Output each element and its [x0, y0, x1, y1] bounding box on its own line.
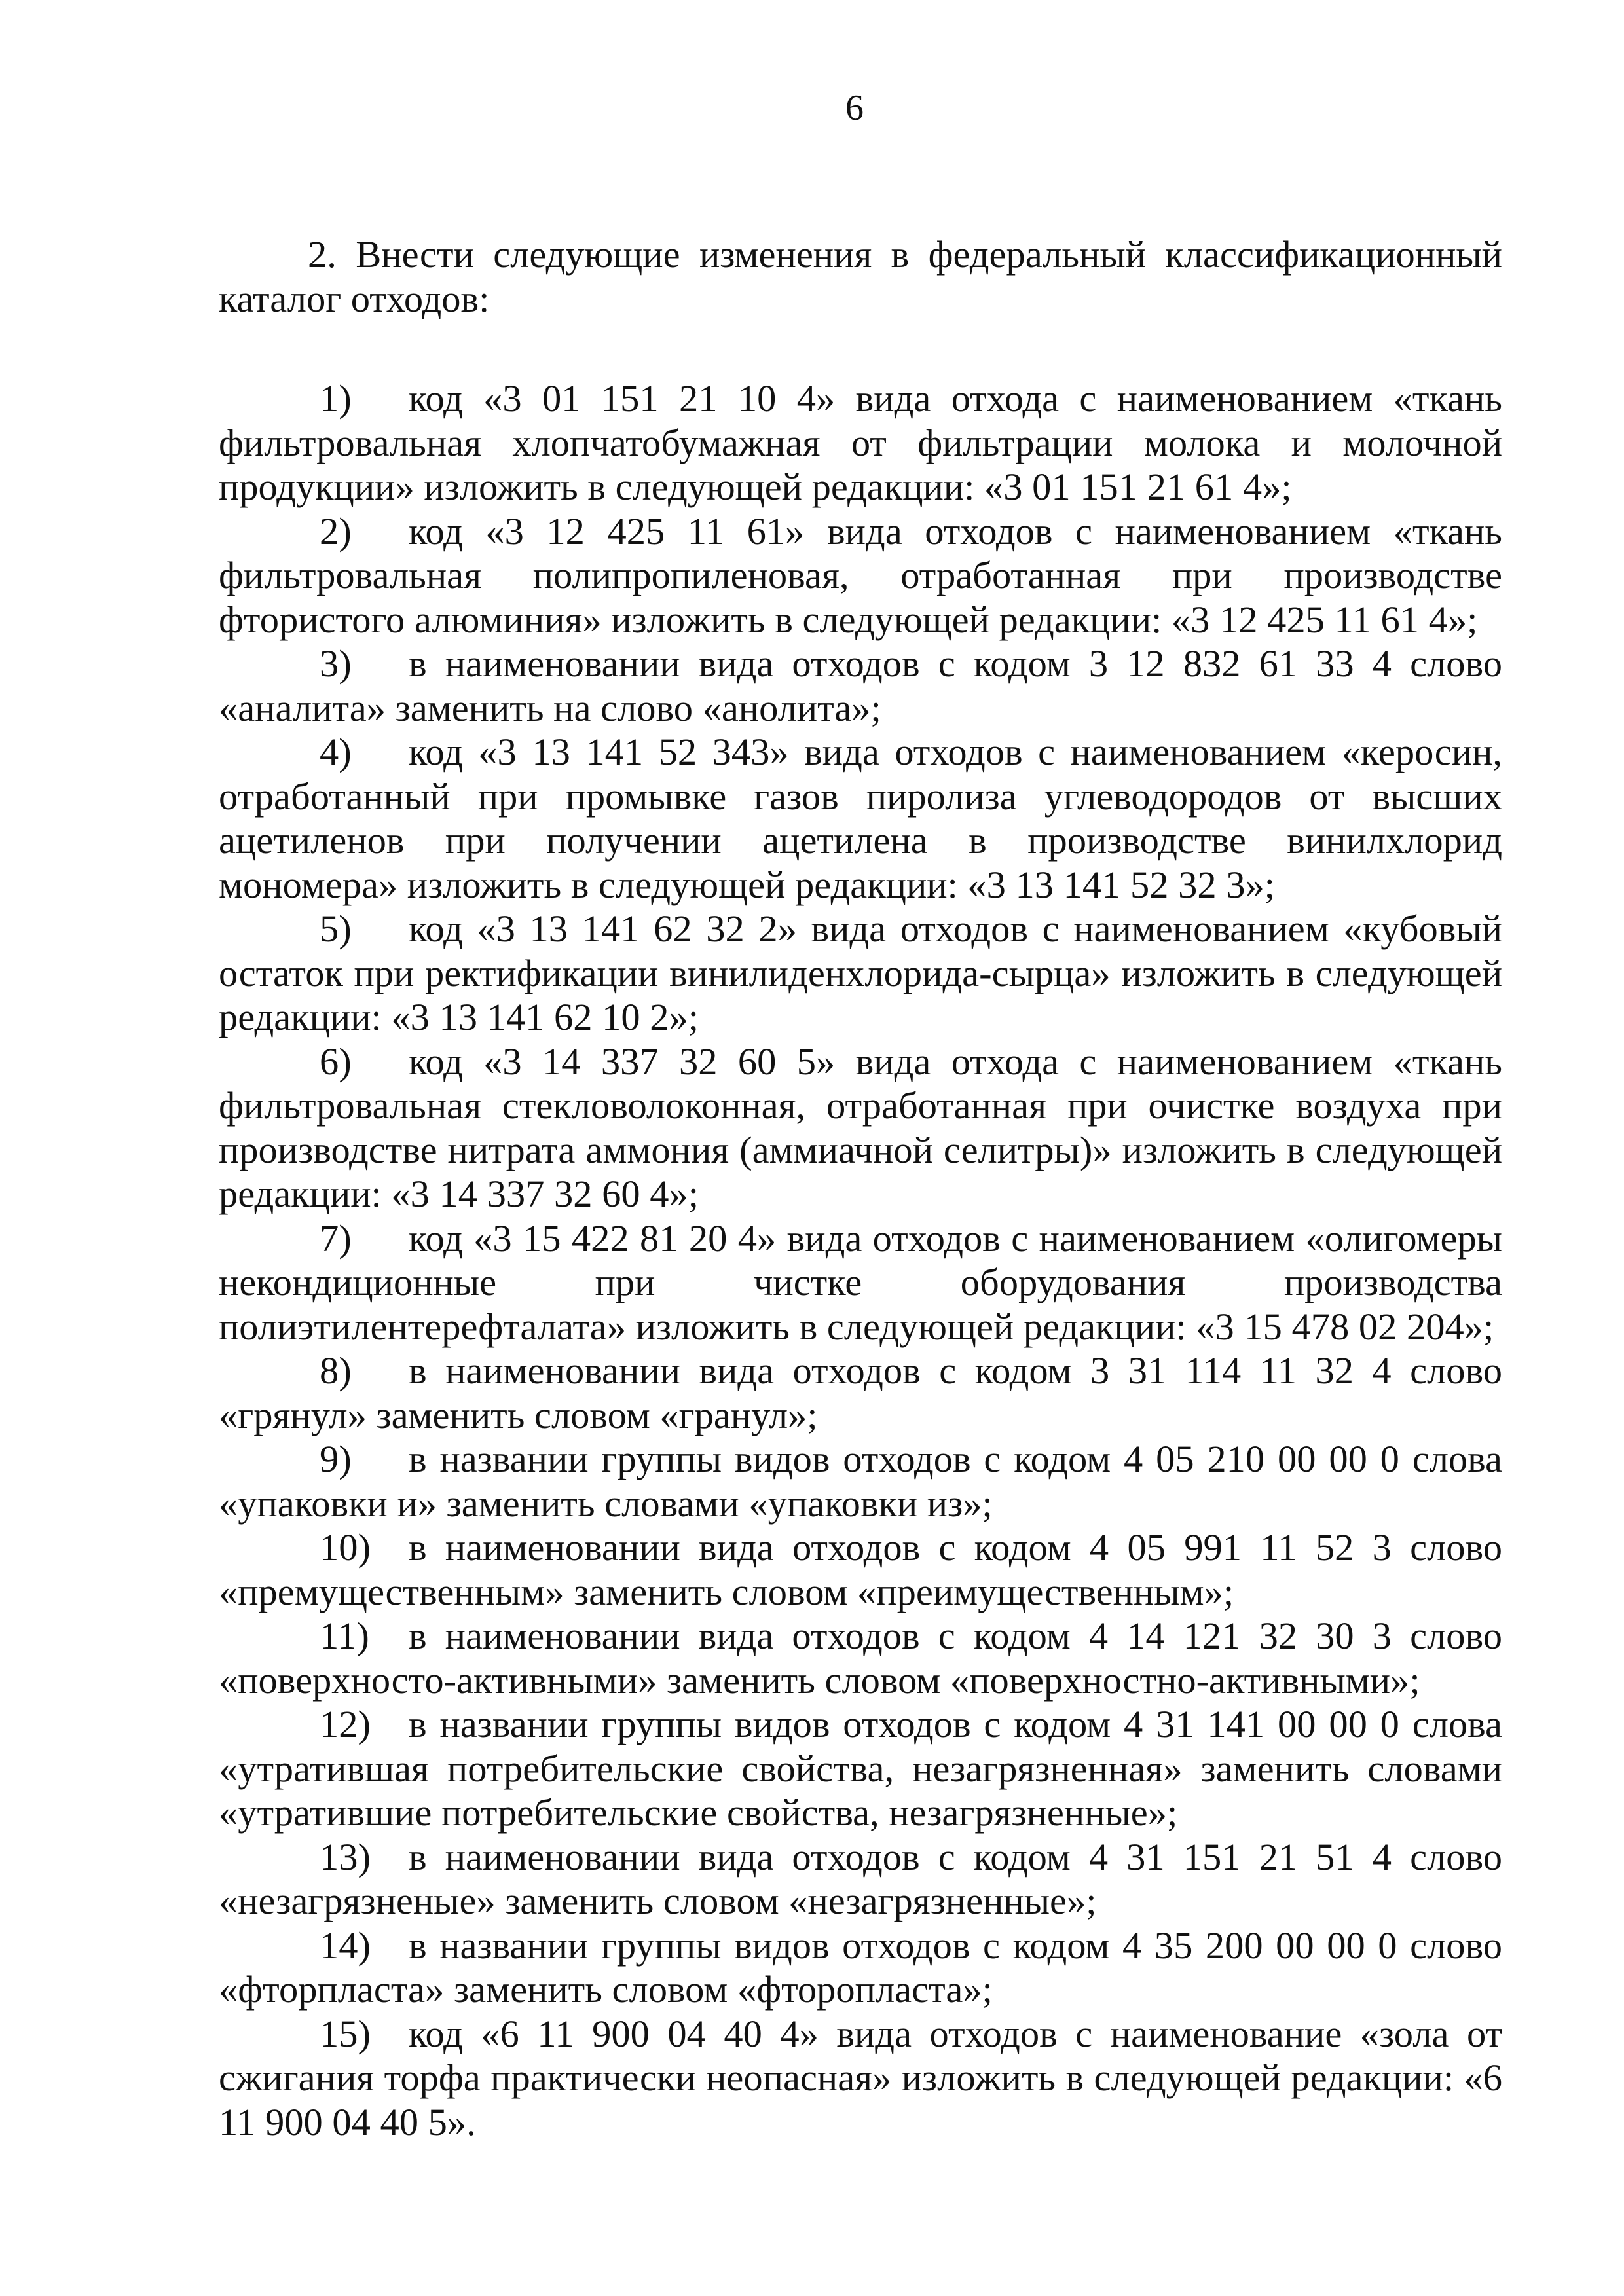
- list-item: [219, 1216, 1502, 1349]
- list-item: [219, 376, 1502, 509]
- amendments-list: [219, 376, 1502, 2144]
- item-number: 13): [320, 1835, 371, 1878]
- item-number: 3): [320, 642, 352, 685]
- item-text: в наименовании вида отходов с кодом 3 31 114 11 32 4 слово «грянул» заменить словом «гранул»;: [219, 1349, 1502, 1436]
- item-text: код «3 13 141 52 343» вида отходов с наименованием «керосин, отработанный при промывке газов пиролиза углеводородов от высших ацетиленов при получении ацетилена в производстве винилхлорид мономера» изложить в следующей редакции: «3 13 141 52 32 3»;: [219, 731, 1502, 906]
- item-number: 8): [320, 1349, 352, 1392]
- list-item: [219, 509, 1502, 642]
- item-text: в наименовании вида отходов с кодом 3 12 832 61 33 4 слово «аналита» заменить на слово «анолита»;: [219, 642, 1502, 729]
- list-item: [219, 1437, 1502, 1525]
- item-text: в названии группы видов отходов с кодом 4 05 210 00 00 0 слова «упаковки и» заменить словами «упаковки из»;: [219, 1438, 1502, 1525]
- item-number: 2): [320, 509, 352, 553]
- item-number: 5): [320, 907, 352, 950]
- item-text: код «3 01 151 21 10 4» вида отхода с наименованием «ткань фильтровальная хлопчатобумажная от фильтрации молока и молочной продукции» изложить в следующей редакции: «3 01 151 21 61 4»;: [219, 377, 1502, 508]
- item-text: код «3 14 337 32 60 5» вида отхода с наименованием «ткань фильтровальная стекловолоконная, отработанная при очистке воздуха при производстве нитрата аммония (аммиачной селитры)» изложить в следующей редакции: «3 14 337 32 60 4»;: [219, 1040, 1502, 1215]
- list-item: [219, 907, 1502, 1040]
- item-number: 10): [320, 1526, 371, 1569]
- list-item: [219, 2012, 1502, 2145]
- item-number: 14): [320, 1923, 371, 1967]
- item-number: 12): [320, 1703, 371, 1745]
- item-text: код «3 12 425 11 61» вида отходов с наименованием «ткань фильтровальная полипропиленовая, отработанная при производстве фтористого алюминия» изложить в следующей редакции: «3 12 425 11 61 4»;: [219, 509, 1502, 641]
- list-item: [219, 1040, 1502, 1216]
- item-text: код «3 13 141 62 32 2» вида отходов с наименованием «кубовый остаток при ректификации винилиденхлорида-сырца» изложить в следующей редакции: «3 13 141 62 10 2»;: [219, 907, 1502, 1038]
- item-text: в названии группы видов отходов с кодом 4 35 200 00 00 0 слово «фторпласта» заменить словом «фторопласта»;: [219, 1923, 1502, 2011]
- intro-paragraph: 2. Внести следующие изменения в федеральный классификационный каталог отходов:: [219, 233, 1502, 320]
- list-item: [219, 730, 1502, 907]
- item-number: 6): [320, 1040, 352, 1083]
- list-item: [219, 1349, 1502, 1437]
- item-text: в наименовании вида отходов с кодом 4 31 151 21 51 4 слово «незагрязненые» заменить словом «незагрязненные»;: [219, 1835, 1502, 1922]
- document-body: [219, 232, 1502, 2144]
- item-text: код «6 11 900 04 40 4» вида отходов с наименование «зола от сжигания торфа практически неопасная» изложить в следующей редакции: «6 11 900 04 40 5».: [219, 2012, 1502, 2143]
- page-number: 6: [845, 88, 864, 128]
- list-item: [219, 642, 1502, 730]
- item-number: 15): [320, 2012, 371, 2055]
- item-number: 4): [320, 731, 352, 773]
- item-text: в названии группы видов отходов с кодом 4 31 141 00 00 0 слова «утратившая потребительские свойства, незагрязненная» заменить словами «утратившие потребительские свойства, незагрязненные»;: [219, 1703, 1502, 1834]
- item-text: в наименовании вида отходов с кодом 4 14 121 32 30 3 слово «поверхносто-активными» заменить словом «поверхностно-активными»;: [219, 1614, 1502, 1702]
- item-text: код «3 15 422 81 20 4» вида отходов с наименованием «олигомеры некондиционные при чистке оборудования производства полиэтилентерефталата» изложить в следующей редакции: «3 15 478 02 204»;: [219, 1216, 1502, 1348]
- item-number: 11): [320, 1614, 369, 1657]
- list-item: [219, 1835, 1502, 1923]
- list-item: [219, 1525, 1502, 1614]
- item-number: 7): [320, 1216, 352, 1260]
- item-text: в наименовании вида отходов с кодом 4 05 991 11 52 3 слово «премущественным» заменить словом «преимущественным»;: [219, 1526, 1502, 1613]
- list-item: [219, 1614, 1502, 1702]
- list-item: [219, 1923, 1502, 2012]
- item-number: 1): [320, 377, 352, 420]
- list-item: [219, 1702, 1502, 1835]
- item-number: 9): [320, 1438, 352, 1480]
